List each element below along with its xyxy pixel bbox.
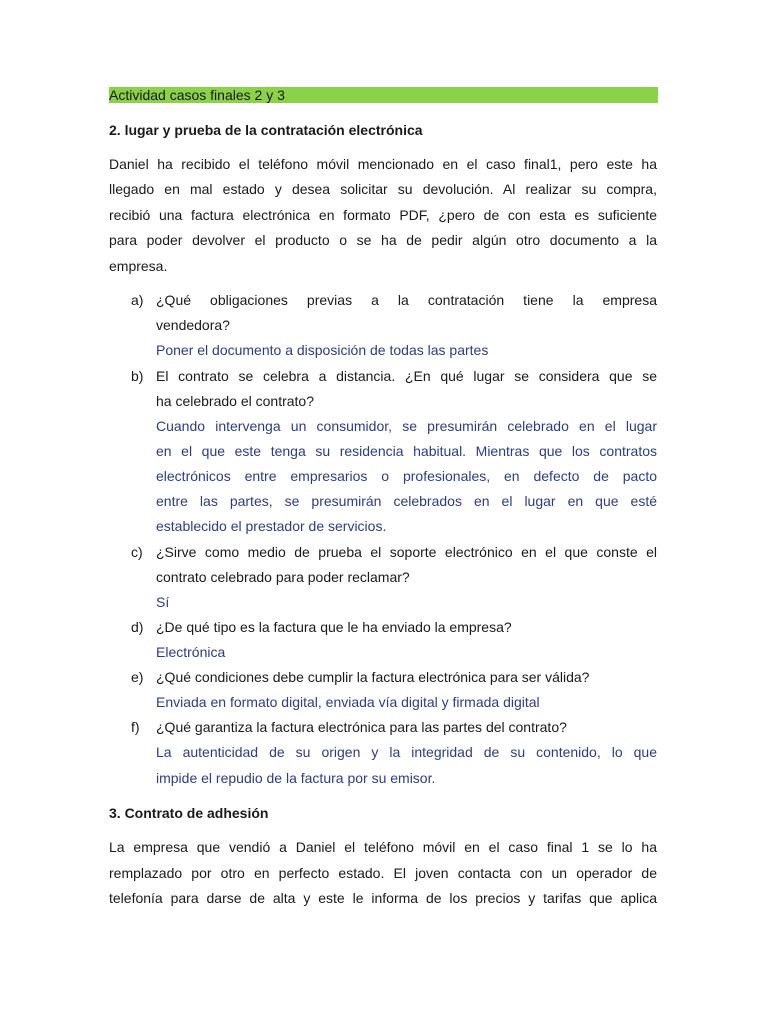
intro-line: llegado en mal estado y desea solicitar su devolución. Al realizar su compra, [109, 181, 657, 197]
question-line: ¿Qué garantiza la factura electrónica para las partes del contrato? [156, 719, 567, 735]
list-marker: d) [131, 619, 144, 635]
answer-line: impide el repudio de la factura por su emisor. [156, 770, 436, 786]
question-line: ¿De qué tipo es la factura que le ha enviado la empresa? [156, 619, 512, 635]
question-line: ¿Qué condiciones debe cumplir la factura electrónica para ser válida? [156, 669, 590, 685]
answer-line: establecido el prestador de servicios. [156, 518, 387, 534]
question-line: ¿Qué obligaciones previas a la contratación tiene la empresa [156, 292, 657, 308]
answer-line: La autenticidad de su origen y la integridad de su contenido, lo que [156, 744, 657, 760]
list-marker: f) [131, 719, 140, 735]
intro-line: remplazado por otro en perfecto estado. El joven contacta con un operador de [109, 865, 657, 881]
intro-line: empresa. [109, 258, 168, 274]
document-title: Actividad casos finales 2 y 3 [109, 87, 658, 103]
question-line: El contrato se celebra a distancia. ¿En qué lugar se considera que se [156, 368, 657, 384]
answer-line: electrónicos entre empresarios o profesionales, en defecto de pacto [156, 468, 657, 484]
question-line: ¿Sirve como medio de prueba el soporte electrónico en el que conste el [156, 544, 657, 560]
question-line: contrato celebrado para poder reclamar? [156, 569, 410, 585]
answer-line: Cuando intervenga un consumidor, se presumirán celebrado en el lugar [156, 418, 657, 434]
answer-line: Poner el documento a disposición de todas las partes [156, 342, 489, 358]
intro-line: La empresa que vendió a Daniel el teléfono móvil en el caso final 1 se lo ha [109, 839, 657, 855]
list-marker: c) [131, 544, 143, 560]
section-3-heading: 3. Contrato de adhesión [109, 805, 269, 821]
list-marker: a) [131, 292, 144, 308]
answer-line: Electrónica [156, 644, 226, 660]
intro-line: recibió una factura electrónica en formato PDF, ¿pero de con esta es suficiente [109, 207, 657, 223]
intro-line: para poder devolver el producto o se ha de pedir algún otro documento a la [109, 232, 657, 248]
answer-line: entre las partes, se presumirán celebrados en el lugar en que esté [156, 493, 657, 509]
section-2-heading: 2. lugar y prueba de la contratación electrónica [109, 122, 423, 138]
answer-line: en el que este tenga su residencia habitual. Mientras que los contratos [156, 443, 657, 459]
intro-line: telefonía para darse de alta y este le informa de los precios y tarifas que aplica [109, 890, 657, 906]
question-line: vendedora? [156, 317, 230, 333]
intro-line: Daniel ha recibido el teléfono móvil mencionado en el caso final1, pero este ha [109, 156, 657, 172]
answer-line: Sí [156, 594, 170, 610]
list-marker: e) [131, 669, 144, 685]
list-marker: b) [131, 368, 144, 384]
answer-line: Enviada en formato digital, enviada vía digital y firmada digital [156, 694, 540, 710]
question-line: ha celebrado el contrato? [156, 393, 314, 409]
